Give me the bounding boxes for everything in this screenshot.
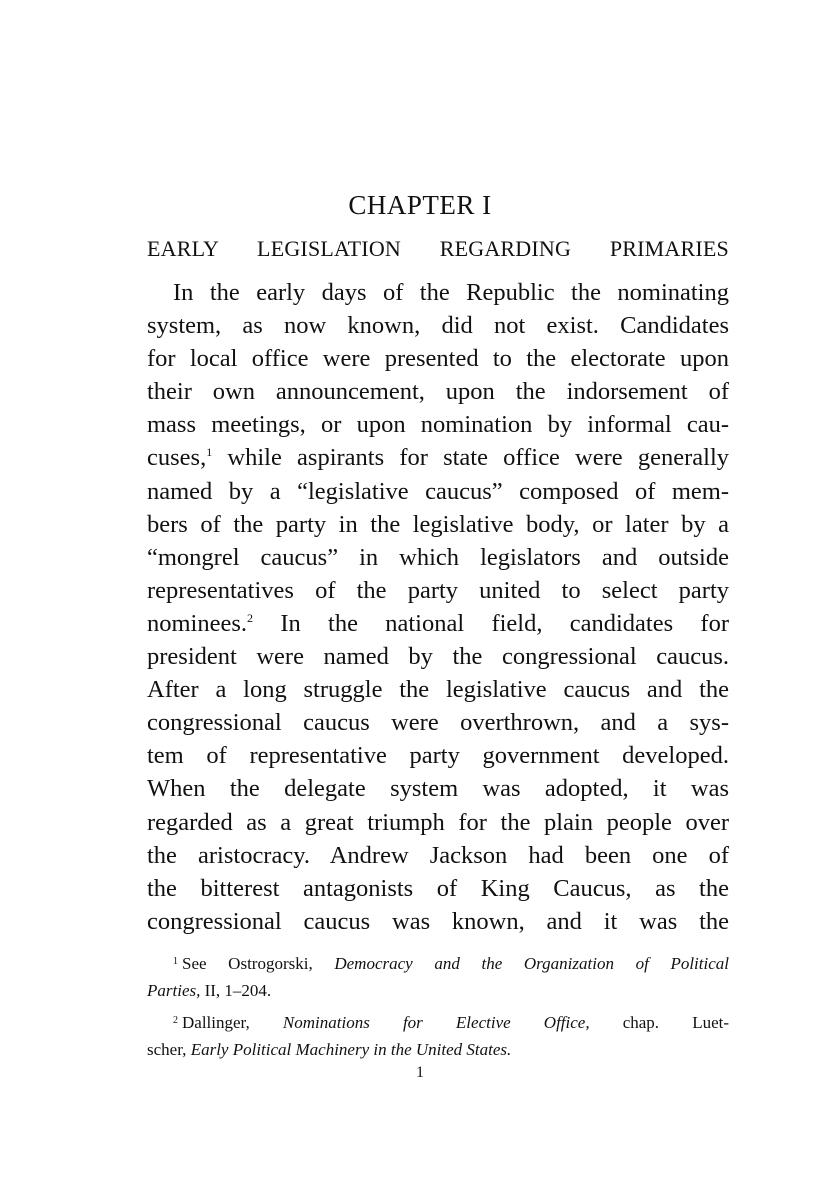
footnotes <box>147 950 729 1063</box>
text-line: When the delegate system was adopted, it was <box>147 775 729 803</box>
text-fragment: In the national field, candidates for <box>280 609 730 637</box>
text-fragment: nominees. <box>147 609 248 637</box>
text-line: In the early days of the Republic the nominating <box>173 279 729 306</box>
text-fragment: cuses, <box>147 444 207 472</box>
text-line: the bitterest antagonists of King Caucus, as the <box>147 874 729 902</box>
text-line: mass meetings, or upon nomination by informal cau- <box>147 411 729 439</box>
chapter-title: CHAPTER I <box>348 190 492 220</box>
page-number: 1 <box>416 1064 424 1081</box>
footnote-2-cont <box>147 1036 729 1063</box>
text-fragment: while aspirants for state office were generally <box>227 444 729 472</box>
text-line: tem of representative party government developed. <box>147 742 729 770</box>
footnote-mark: 2 <box>173 1015 178 1026</box>
footnote-author2: scher, <box>147 1040 187 1059</box>
footnote-pages: II, 1–204. <box>204 981 272 1000</box>
text-line: congressional caucus were overthrown, and a sys- <box>147 709 729 737</box>
footnote-1-cont <box>147 977 729 1004</box>
text-line: “mongrel caucus” in which legislators and outside <box>147 543 729 571</box>
footnote-ref: 1 <box>206 445 213 460</box>
text-line: regarded as a great triumph for the plain people over <box>147 808 729 836</box>
text-line <box>147 607 729 640</box>
footnote-1 <box>147 950 729 977</box>
footnote-ref: 2 <box>247 610 254 625</box>
text-line: congressional caucus was known, and it was the <box>147 907 729 935</box>
text-line: system, as now known, did not exist. Candidates <box>147 312 729 340</box>
text-line <box>147 441 729 474</box>
text-line: bers of the party in the legislative body, or later by a <box>147 510 729 538</box>
footnote-author2: Luet- <box>692 1013 730 1032</box>
footnote-2 <box>147 1009 729 1036</box>
text-line: their own announcement, upon the indorsement of <box>147 378 729 406</box>
footnote-title: Nominations for Elective Office, <box>282 1013 590 1032</box>
text-line: president were named by the congressional caucus. <box>147 643 729 671</box>
text-line: for local office were presented to the electorate upon <box>147 345 729 373</box>
text-line: named by a “legislative caucus” composed of mem- <box>147 477 729 505</box>
footnote-title: Democracy and the Organization of Political <box>334 954 729 973</box>
text-line: After a long struggle the legislative caucus and the <box>147 676 729 704</box>
footnote-title2: Early Political Machinery in the United States. <box>190 1040 512 1059</box>
footnote-author: Dallinger, <box>182 1013 250 1032</box>
footnote-title: Parties, <box>147 981 201 1000</box>
chapter-subtitle: EARLY LEGISLATION REGARDING PRIMARIES <box>147 236 729 261</box>
footnote-mark: 1 <box>173 956 178 967</box>
footnote-author: See Ostrogorski, <box>182 954 313 973</box>
text-line: the aristocracy. Andrew Jackson had been one of <box>147 841 729 869</box>
text-line: representatives of the party united to select party <box>147 576 729 604</box>
body-text <box>147 276 729 938</box>
footnote-chap: chap. <box>622 1013 660 1032</box>
